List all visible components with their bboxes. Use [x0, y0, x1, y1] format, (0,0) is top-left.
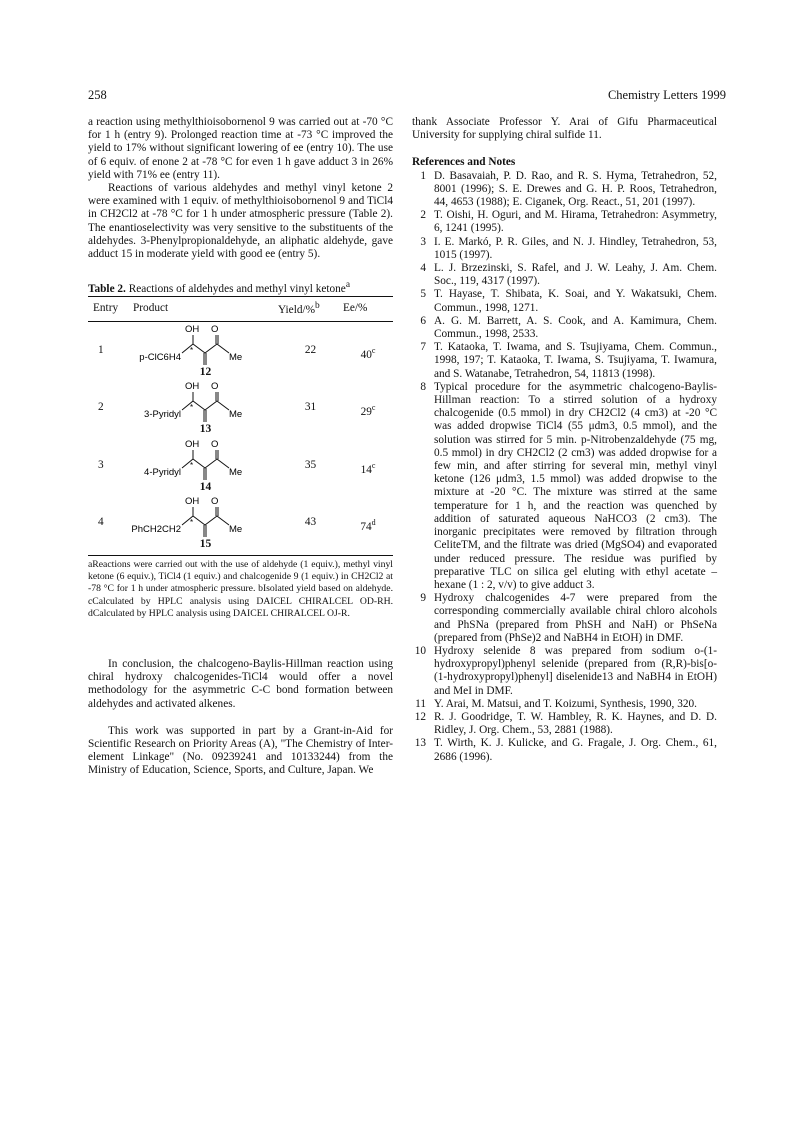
reference-number: 6: [420, 314, 426, 327]
reference-item: [412, 341, 717, 381]
reference-item: [412, 170, 717, 210]
reference-item: [412, 592, 717, 645]
o-label: O: [211, 438, 219, 450]
table-row: [88, 437, 393, 494]
col-header-yield: Yield/%$^b$: [278, 297, 343, 322]
entry-cell: 2: [98, 401, 104, 414]
bond-4: [217, 459, 229, 468]
reference-text: T. Wirth, K. J. Kulicke, and G. Fragale, J. Org. Chem., 61, 2686 (1996).: [434, 737, 717, 763]
yield-cell: 22: [304, 344, 317, 357]
ee-cell: 14$^c$: [360, 460, 376, 476]
o-label: O: [211, 324, 219, 336]
stereo-star: *: [190, 403, 194, 413]
reference-number: 8: [420, 380, 426, 393]
bond-2: [193, 516, 205, 525]
reference-item: [412, 711, 717, 737]
bond-3: [205, 516, 217, 525]
col-header-product: Product: [133, 297, 278, 322]
product-cell: [133, 494, 278, 551]
acknowledgment-continued: thank Associate Professor Y. Arai of Gifu Pharmaceutical University for supplying chiral sulfide 11.: [412, 116, 717, 142]
bond-2: [193, 344, 205, 353]
left-column: [88, 116, 393, 778]
product-structure: [133, 494, 278, 538]
product-cell: [133, 437, 278, 494]
substituent-label: 3-Pyridyl: [144, 409, 181, 421]
table-2-grid: [88, 296, 393, 551]
table-row: [88, 322, 393, 380]
bond-2: [193, 459, 205, 468]
reference-item: [412, 262, 717, 288]
reference-number: 13: [414, 737, 426, 750]
stereo-star: *: [190, 346, 194, 356]
bond-4: [217, 401, 229, 410]
references-list: [412, 170, 717, 764]
o-label: O: [211, 495, 219, 507]
compound-number: 14: [199, 480, 212, 493]
ee-cell: 74$^d$: [360, 517, 376, 533]
reference-text: A. G. M. Barrett, A. S. Cook, and A. Kamimura, Chem. Commun., 1998, 2533.: [434, 314, 717, 341]
yield-cell: 31: [304, 401, 317, 414]
journal-title: Chemistry Letters 1999: [607, 88, 726, 102]
reference-item: [412, 288, 717, 314]
paragraph-1: a reaction using methylthioisobornenol 9 was carried out at -70 °C for 1 h (entry 9). Prolonged reaction time at -73 °C improved the yield to 17% without significant lowering of ee (entry 10). The use of 6 equiv. of enone 2 at -78 °C for even 1 h gave adduct 3 in 26% yield with 71% ee (entry 11).: [88, 116, 393, 181]
me-label: Me: [229, 352, 243, 364]
reference-item: [412, 381, 717, 592]
reference-text: Typical procedure for the asymmetric chalcogeno-Baylis-Hillman reaction: To a stirred solution of a hydroxy chalcogenide (0.5 mmol) in dry CH2Cl2 (4 cm3) at -20 °C was added dropwise TiCl4 (55 μdm3, 0.5 mmol), and the solution was stirred for 5 min. p-Nitrobenzaldehyde (75 mg, 0.5 mmol) in dry CH2Cl2 (2 cm3) was added dropwise for a few min, and after stirring for several min, methyl vinyl ketone (126 μdm3, 1.5 mmol) was added dropwise to the mixture at -20 °C. The mixture was stirred at the same temperature for 1 h, and the reaction was quenched by addition of saturated aqueous NaHCO3 (2 cm3). The inorganic precipitates were removed by filtration through CeliteTM, and the filtrate was dried (MgSO4) and evaporated under reduced pressure. The residue was purified by preparative TLC on silica gel eluting with ethyl acetate – hexane (1 : 2, v/v) to give adduct 3.: [434, 380, 717, 591]
reference-text: L. J. Brzezinski, S. Rafel, and J. W. Leahy, J. Am. Chem. Soc., 119, 4317 (1997).: [434, 262, 717, 288]
reference-item: [412, 645, 717, 698]
right-column: [412, 116, 717, 764]
reference-item: [412, 209, 717, 235]
reference-item: [412, 698, 717, 711]
reference-number: 7: [420, 341, 426, 354]
oh-label: OH: [185, 495, 200, 507]
ee-cell: 40$^c$: [360, 346, 376, 361]
table-caption: Table 2. Reactions of aldehydes and methyl vinyl ketone$^a$: [88, 280, 351, 295]
bond-3: [205, 459, 217, 468]
entry-cell: 3: [98, 458, 104, 471]
reference-number: 4: [420, 262, 426, 275]
oh-label: OH: [185, 324, 200, 336]
o-label: O: [211, 381, 219, 393]
ee-cell: 29$^c$: [360, 403, 376, 419]
reference-number: 3: [420, 235, 426, 248]
bond-3: [205, 344, 217, 353]
reference-text: T. Oishi, H. Oguri, and M. Hirama, Tetrahedron: Asymmetry, 6, 1241 (1995).: [434, 209, 717, 235]
table-2: [88, 279, 393, 620]
me-label: Me: [229, 523, 243, 535]
bond-2: [193, 401, 205, 410]
yield-cell: 43: [304, 515, 317, 528]
reference-item: [412, 315, 717, 341]
reference-number: 1: [420, 169, 426, 182]
bond-4: [217, 344, 229, 353]
substituent-label: 4-Pyridyl: [144, 466, 181, 478]
product-structure: [133, 379, 278, 423]
reference-item: [412, 737, 717, 763]
col-header-entry: Entry: [88, 297, 133, 322]
compound-number: 13: [199, 423, 212, 436]
entry-cell: 1: [98, 344, 104, 357]
yield-cell: 35: [304, 458, 317, 471]
product-cell: [133, 322, 278, 380]
table-footnote: aReactions were carried out with the use of aldehyde (1 equiv.), methyl vinyl ketone (6 equiv.), TiCl4 (1 equiv.) and chalcogenide 9 (1 equiv.) in CH2Cl2 at -78 °C for 1 h under atmospheric pressure. bIsolated yield based on aldehyde. cCalculated by HPLC analysis using DAICEL CHIRALCEL OD-RH. dCalculated by HPLC analysis using DAICEL CHIRALCEL OJ-R.: [88, 555, 393, 620]
table-row: [88, 494, 393, 551]
reference-number: 12: [414, 710, 426, 723]
substituent-label: p-ClC6H4: [139, 352, 181, 364]
reference-text: Hydroxy chalcogenides 4-7 were prepared from the corresponding commercially available chiral chloro alcohols and PhSNa (prepared from PhSH and NaH) or PhSeNa (prepared from (PhSe)2 and NaBH4 in EtOH) in DMF.: [434, 592, 717, 644]
structure-svg: [133, 437, 283, 481]
col-header-ee: Ee/%: [343, 297, 393, 322]
stereo-star: *: [190, 460, 194, 470]
table-row: [88, 379, 393, 436]
reference-number: 11: [415, 697, 426, 710]
compound-number: 15: [199, 537, 212, 550]
paragraph-3: In conclusion, the chalcogeno-Baylis-Hillman reaction using chiral hydroxy chalcogenides-TiCl4 would offer a novel methodology for the asymmetric C-C bond formation between aldehydes and activated alkenes.: [88, 658, 393, 710]
reference-text: T. Kataoka, T. Iwama, and S. Tsujiyama, Chem. Commun., 1998, 197; T. Kataoka, T. Iwama, S. Tsujiyama, T. Iwamura, and S. Watanabe, Tetrahedron, 54, 11813 (1998).: [434, 341, 717, 380]
bond-3: [205, 401, 217, 410]
entry-cell: 4: [98, 515, 104, 528]
reference-item: [412, 236, 717, 262]
compound-number: 12: [199, 366, 212, 379]
stereo-star: *: [190, 517, 194, 527]
references-heading: References and Notes: [412, 156, 516, 169]
me-label: Me: [229, 409, 243, 421]
reference-text: Y. Arai, M. Matsui, and T. Koizumi, Synthesis, 1990, 320.: [434, 697, 697, 710]
reference-text: Hydroxy selenide 8 was prepared from sodium o-(1-hydroxypropyl)phenyl selenide (prepared from (R,R)-bis[o-(1-hydroxypropyl)phenyl] diselenide13 and NaBH4 in EtOH) and MeI in DMF.: [434, 644, 717, 697]
reference-number: 2: [420, 209, 426, 222]
reference-text: I. E. Markó, P. R. Giles, and N. J. Hindley, Tetrahedron, 53, 1015 (1997).: [434, 235, 717, 261]
product-structure: [133, 322, 278, 366]
reference-text: R. J. Goodridge, T. W. Hambley, R. K. Haynes, and D. D. Ridley, J. Org. Chem., 53, 2881 (1988).: [434, 710, 717, 737]
substituent-label: PhCH2CH2: [131, 523, 181, 535]
reference-text: D. Basavaiah, P. D. Rao, and R. S. Hyma, Tetrahedron, 52, 8001 (1996); S. E. Drewes and G. H. P. Roos, Tetrahedron, 44, 4653 (1988); E. Ciganek, Org. React., 51, 201 (1997).: [434, 169, 717, 209]
structure-svg: [133, 379, 283, 423]
reference-number: 10: [414, 644, 426, 657]
reference-number: 9: [420, 592, 426, 605]
oh-label: OH: [185, 438, 200, 450]
reference-number: 5: [420, 288, 426, 301]
product-cell: [133, 379, 278, 436]
reference-text: T. Hayase, T. Shibata, K. Soai, and Y. Wakatsuki, Chem. Commun., 1998, 1271.: [434, 288, 717, 314]
paragraph-4: This work was supported in part by a Grant-in-Aid for Scientific Research on Priority Areas (A), "The Chemistry of Inter-element Linkage" (No. 09239241 and 10133244) from the Ministry of Education, Science, Sports, and Culture, Japan. We: [88, 724, 393, 777]
me-label: Me: [229, 466, 243, 478]
page-number: 258: [88, 88, 107, 102]
product-structure: [133, 437, 278, 481]
bond-4: [217, 516, 229, 525]
structure-svg: [133, 322, 283, 366]
paragraph-2: Reactions of various aldehydes and methyl vinyl ketone 2 were examined with 1 equiv. of methylthioisobornenol 9 and TiCl4 in CH2Cl2 at -78 °C for 1 h under atmospheric pressure (Table 2). The enantioselectivity was very sensitive to the substituents of the aldehydes. 3-Phenylpropionaldehyde, an aliphatic aldehyde, gave adduct 15 in moderate yield with good ee (entry 5).: [88, 182, 393, 261]
oh-label: OH: [185, 381, 200, 393]
structure-svg: [133, 494, 283, 538]
